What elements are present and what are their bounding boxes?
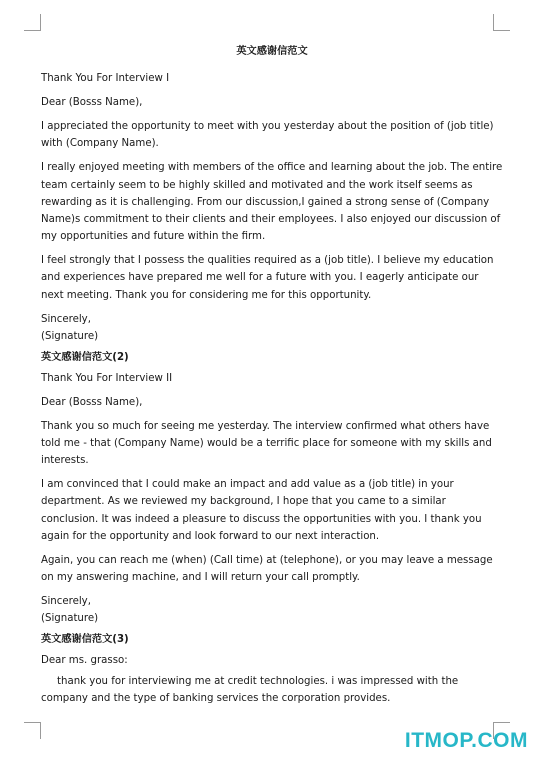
letter2-closing: Sincerely,: [41, 595, 91, 607]
letter2-paragraph: Again, you can reach me (when) (Call time) at (telephone), or you may leave a message on my answering machine, and I will return your call promptly.: [41, 554, 493, 583]
page-corner-mark-top-right: [493, 14, 510, 31]
section-heading-3: 英文感谢信范文(3): [41, 633, 129, 645]
letter1-closing: Sincerely,: [41, 313, 91, 325]
letter2-paragraph: Thank you so much for seeing me yesterday. The interview confirmed what others have told me - that (Company Name) would be a terrific place for someone with my skills and interests.: [41, 420, 492, 467]
document-page: [41, 43, 503, 707]
letter2-subject: Thank You For Interview II: [41, 372, 173, 384]
letter3-greeting: Dear ms. grasso:: [41, 655, 128, 667]
document-title: 英文感谢信范文: [236, 46, 308, 57]
letter2-paragraph: I am convinced that I could make an impact and add value as a (job title) in your department. As we reviewed my background, I hope that you came to a similar conclusion. It was indeed a pleasure to discuss the opportunities with you. I thank you again for the opportunity and look forward to our next interaction.: [41, 479, 482, 542]
letter2-signature: (Signature): [41, 613, 99, 625]
section-heading-2: 英文感谢信范文(2): [41, 351, 129, 363]
site-watermark: ITMOP.COM: [404, 729, 528, 752]
letter1-paragraph: I appreciated the opportunity to meet with you yesterday about the position of (job title) with (Company Name).: [41, 121, 494, 150]
page-corner-mark-top-left: [24, 14, 41, 31]
page-corner-mark-bottom-left: [24, 722, 41, 739]
letter1-paragraph: I feel strongly that I possess the qualities required as a (job title). I believe my education and experiences have prepared me well for a future with you. I eagerly anticipate our next meeting. Thank you for considering me for this opportunity.: [41, 255, 494, 301]
letter3-paragraph: thank you for interviewing me at credit technologies. i was impressed with the company and the type of banking services the corporation provides.: [41, 675, 459, 704]
letter1-paragraph: I really enjoyed meeting with members of the office and learning about the job. The entire team certainly seem to be highly skilled and motivated and the work itself seems as rewarding as it is challenging. From our discussion,I gained a strong sense of (Company Name)s commitment to their clients and their employees. I also enjoyed our discussion of my opportunities and future within the firm.: [41, 162, 503, 243]
letter1-subject: Thank You For Interview I: [41, 73, 170, 85]
letter1-signature: (Signature): [41, 330, 99, 342]
letter2-greeting: Dear (Bosss Name),: [41, 396, 143, 408]
letter2-closing-block: [41, 593, 503, 627]
letter1-closing-block: [41, 311, 503, 345]
letter1-greeting: Dear (Bosss Name),: [41, 97, 143, 109]
